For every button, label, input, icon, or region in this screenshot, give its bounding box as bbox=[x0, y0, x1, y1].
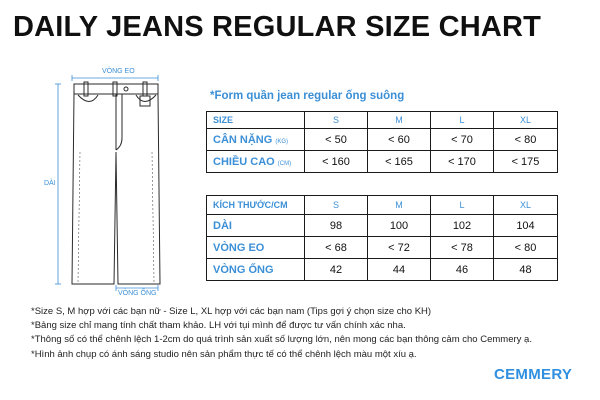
note-line: *Hình ảnh chụp có ánh sáng studio nên sản phẩm thực tế có thể chênh lệch màu một xíu ạ. bbox=[31, 348, 417, 360]
table-row bbox=[207, 259, 558, 281]
row-label-hem: VÒNG ỐNG bbox=[207, 259, 305, 281]
row-label-weight bbox=[207, 129, 305, 151]
row-label-text: CHIỀU CAO bbox=[213, 155, 275, 168]
header-cell-xl: XL bbox=[494, 112, 558, 129]
table-header-row bbox=[207, 196, 558, 215]
table-cell: < 160 bbox=[305, 151, 368, 173]
header-cell-measure: KÍCH THƯỚC/CM bbox=[207, 196, 305, 215]
length-diagram-label: DÀI bbox=[44, 180, 56, 187]
table-cell: 48 bbox=[494, 259, 558, 281]
form-note: *Form quần jean regular ống suông bbox=[210, 90, 405, 102]
brand-logo: CEMMERY bbox=[494, 366, 573, 383]
page-title: DAILY JEANS REGULAR SIZE CHART bbox=[13, 11, 542, 43]
hem-diagram-label: VÒNG ỐNG bbox=[118, 290, 157, 297]
table-cell: 104 bbox=[494, 215, 558, 237]
table-cell: 100 bbox=[368, 215, 431, 237]
row-label-text: CÂN NẶNG bbox=[213, 133, 273, 146]
table-cell: < 70 bbox=[431, 129, 494, 151]
row-label-height bbox=[207, 151, 305, 173]
table-header-row bbox=[207, 112, 558, 129]
size-body-table bbox=[206, 111, 558, 173]
notes-block bbox=[31, 305, 532, 362]
table-cell: < 78 bbox=[431, 237, 494, 259]
table-cell: < 80 bbox=[494, 237, 558, 259]
header-cell-xl: XL bbox=[494, 196, 558, 215]
note-line: *Bảng size chỉ mang tính chất tham khảo. LH với tụi mình để được tư vấn chính xác nha. bbox=[31, 320, 406, 332]
header-cell-s: S bbox=[305, 112, 368, 129]
waist-diagram-label: VÒNG EO bbox=[102, 68, 135, 75]
table-cell: 102 bbox=[431, 215, 494, 237]
table-cell: < 175 bbox=[494, 151, 558, 173]
size-measure-table bbox=[206, 195, 558, 281]
header-cell-m: M bbox=[368, 196, 431, 215]
header-cell-m: M bbox=[368, 112, 431, 129]
table-row bbox=[207, 129, 558, 151]
header-cell-size: SIZE bbox=[207, 112, 305, 129]
row-label-length: DÀI bbox=[207, 215, 305, 237]
table-cell: 44 bbox=[368, 259, 431, 281]
table-row bbox=[207, 215, 558, 237]
jeans-diagram bbox=[40, 62, 200, 302]
table-cell: < 165 bbox=[368, 151, 431, 173]
table-cell: < 170 bbox=[431, 151, 494, 173]
table-cell: 98 bbox=[305, 215, 368, 237]
header-cell-l: L bbox=[431, 112, 494, 129]
row-label-waist: VÒNG EO bbox=[207, 237, 305, 259]
table-cell: < 80 bbox=[494, 129, 558, 151]
jeans-illustration bbox=[40, 62, 200, 302]
table-cell: < 50 bbox=[305, 129, 368, 151]
table-cell: < 60 bbox=[368, 129, 431, 151]
table-row bbox=[207, 237, 558, 259]
note-line: *Thông số có thể chênh lệch 1-2cm do quá trình sản xuất số lượng lớn, nên mong các bạn thông cảm cho Cemmery ạ. bbox=[31, 334, 532, 346]
table-cell: 46 bbox=[431, 259, 494, 281]
table-cell: < 72 bbox=[368, 237, 431, 259]
header-cell-l: L bbox=[431, 196, 494, 215]
table-row bbox=[207, 151, 558, 173]
table-cell: 42 bbox=[305, 259, 368, 281]
unit-label: (KG) bbox=[275, 138, 289, 145]
table-cell: < 68 bbox=[305, 237, 368, 259]
header-cell-s: S bbox=[305, 196, 368, 215]
unit-label: (CM) bbox=[277, 160, 292, 167]
note-line: *Size S, M hợp với các bạn nữ - Size L, XL hợp với các bạn nam (Tips gợi ý chọn size cho KH) bbox=[31, 306, 432, 317]
